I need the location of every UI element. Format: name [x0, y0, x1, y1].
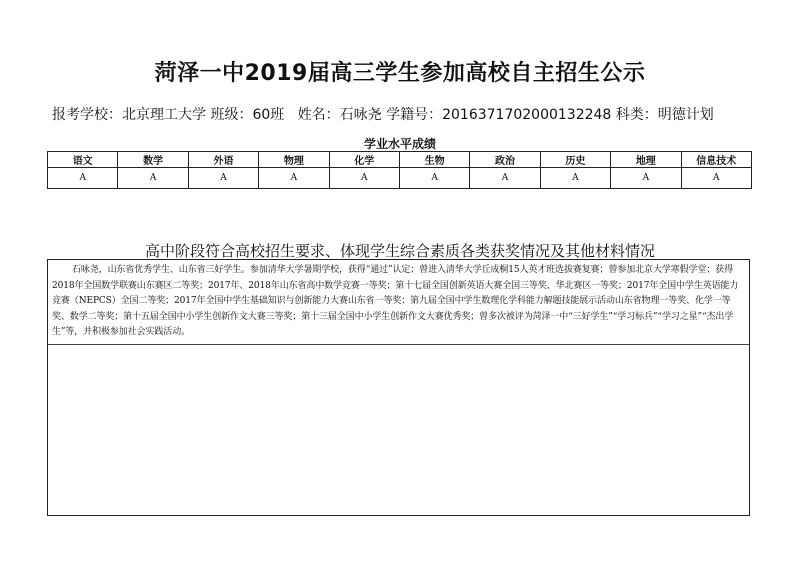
- class-value: 60班: [252, 107, 285, 123]
- awards-heading: 高中阶段符合高校招生要求、体现学生综合素质各类获奖情况及其他材料情况: [144, 242, 655, 260]
- grade-cell: A: [48, 168, 118, 189]
- grade-cell: A: [188, 168, 258, 189]
- grade-cell: A: [681, 168, 751, 189]
- grade-cell: A: [118, 168, 188, 189]
- awards-text: 石咏尧，山东省优秀学生、山东省三好学生。参加清华大学暑期学校，获得“通过”认定；曾进入清华大学丘成桐15人英才班选拔赛复赛；曾参加北京大学寒假学堂；获得2018年全国数学联赛山东赛区二等奖；2017年、2018年山东省高中数学竞赛一等奖；第十七届全国创新英语大赛全国三等奖、华北赛区一等奖；2017年全国中学生英语能力竞赛（NEPCS）全国二等奖；2017年全国中学生基础知识与创新能力大赛山东省一等奖；第九届全国中学生数理化学科能力解题技能展示活动山东省物理一等奖、化学一等奖、数学二等奖；第十五届全国中小学生创新作文大赛三等奖；第十三届全国中小学生创新作文大赛优秀奖；曾多次被评为菏泽一中“三好学生”“学习标兵”“学习之星”“杰出学生”等，并积极参加社会实践活动。: [52, 265, 739, 337]
- student-id-value: 2016371702000132248: [442, 107, 612, 123]
- category-label: 科类：: [615, 107, 658, 123]
- page-title: 菏泽一中2019届高三学生参加高校自主招生公示: [154, 61, 646, 86]
- subject-header: 生物: [399, 152, 469, 168]
- subject-header: 外语: [188, 152, 258, 168]
- scores-table: [47, 151, 752, 189]
- grade-cell: A: [399, 168, 469, 189]
- student-id-label: 学籍号：: [386, 107, 443, 123]
- subject-header: 信息技术: [681, 152, 751, 168]
- name-value: 石咏尧: [339, 107, 382, 123]
- class-label: 班级：: [210, 107, 253, 123]
- grade-cell: A: [470, 168, 540, 189]
- category-value: 明德计划: [657, 107, 714, 123]
- awards-box: [47, 259, 750, 516]
- grade-cell: A: [611, 168, 681, 189]
- subject-header: 化学: [329, 152, 399, 168]
- subject-header: 政治: [470, 152, 540, 168]
- subject-header: 数学: [118, 152, 188, 168]
- subject-header: 语文: [48, 152, 118, 168]
- scores-heading: 学业水平成绩: [363, 137, 436, 151]
- divider: [48, 344, 749, 345]
- name-label: 姓名：: [297, 107, 340, 123]
- subject-header: 历史: [540, 152, 610, 168]
- subject-header: 物理: [259, 152, 329, 168]
- subject-header: 地理: [611, 152, 681, 168]
- subjects-row: [48, 152, 752, 168]
- school-value: 北京理工大学: [122, 107, 206, 123]
- grades-row: [48, 168, 752, 189]
- grade-cell: A: [329, 168, 399, 189]
- school-label: 报考学校：: [52, 107, 122, 123]
- applicant-info: [52, 104, 714, 124]
- grade-cell: A: [259, 168, 329, 189]
- grade-cell: A: [540, 168, 610, 189]
